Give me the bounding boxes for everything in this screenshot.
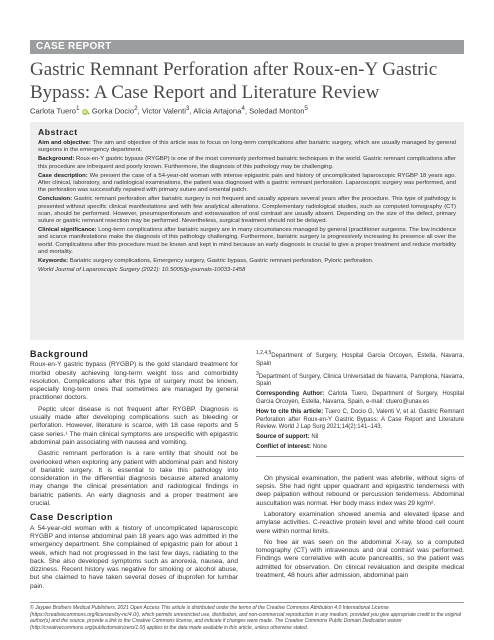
author-name: Carlota Tuero xyxy=(30,106,77,116)
section-badge: CASE REPORT xyxy=(30,40,464,54)
author-sup: 4 xyxy=(241,105,245,112)
abstract-aim: Aim and objective: The aim and objective of this article was to focus on long-term complications after bariatric surgery, which are usually managed by general surgeons in the emergency department. xyxy=(38,140,456,154)
author-sup: 1 xyxy=(76,105,80,112)
left-column xyxy=(30,350,238,594)
author-sup: 5 xyxy=(304,105,308,112)
abstract-keywords: Keywords: Bariatric surgery complications, Emergency surgery, Gastric bypass, Gastric remnant perforation, Pyloric perforation. xyxy=(38,258,374,265)
case-paragraph: Laboratory examination showed anemia and elevated lipase and amylase activities. C-reactive protein level and white blood cell count were within normal limits. xyxy=(256,510,464,535)
background-heading: Background xyxy=(30,349,89,359)
background-paragraph: Peptic ulcer disease is not frequent after RYGBP. Diagnosis is usually made after developing complications such as bleeding or perforation. However, literature is scarce, with 18 case reports and 5 case series.¹ The main clinical symptoms are unspecific with epigastric abdominal pain associating with nausea and vomiting. xyxy=(30,405,238,446)
info-divider xyxy=(256,456,464,457)
corresponding-author: Corresponding Author: Carlota Tuero, Department of Surgery, Hospital Garcia Orcoyen, Estella, Navarra, Spain, e-mail: ctuero@unav.es xyxy=(256,391,464,405)
abstract-box xyxy=(30,122,464,340)
background-paragraph: Gastric remnant perforation is a rare entity that should not be overlooked when exploring any patient with abdominal pain and history of bariatric surgery. It is essential to take this pathology into consideration in the differential diagnosis because altered anatomy may change the clinical presentation and radiological findings in bariatric patients. An early diagnosis and a proper treatment are crucial. xyxy=(30,450,238,508)
license-footer: © Jaypee Brothers Medical Publishers. 2021 Open Access This article is distributed under the terms of the Creative Commons Attribution 4.0 International License (https://creativecommons.org/licenses/by-nc/4.0/), which permits unrestricted use, distribution, and non-commercial reproduction in any medium, provided you give appropriate credit to the original author(s) and the source, provide a link to the Creative Commons license, and indicate if changes were made. The Creative Commons Public Domain Dedication waiver (http://creativecommons.org/publicdomain/zero/1.0/) applies to the data made available in this article, unless otherwise stated. xyxy=(30,602,464,631)
abstract-clinical-significance: Clinical significance: Long-term complications after bariatric surgery are in many circumstances managed by general (practitioner surgeons. The low incidence and scarce manifestations make the diagnosis of this pathology challenging. Furthermore, bariatric surgery is progressively increasing its presence all over the world. Complications after this procedure must be known and kept in mind because an early diagnosis is crucial to give a proper treatment and reduce morbidity and mortality. xyxy=(38,227,456,255)
case-description-heading: Case Description xyxy=(30,512,114,523)
author-name: , Alicia Artajona xyxy=(189,106,242,116)
case-paragraph: On physical examination, the patient was afebrile, without signs of sepsis. She had right upper quadrant and epigastric tenderness with deep palpation without rebound or percussion tenderness. Abdominal auscultation was normal. Her body mass index was 29 kg/m². xyxy=(256,474,464,507)
article-title: Gastric Remnant Perforation after Roux-en-Y Gastric Bypass: A Case Report and Literature Review xyxy=(30,59,438,103)
abstract-background: Background: Roux-en-Y gastric bypass (RYGBP) is one of the most commonly performed bariatric techniques in the world. Gastric remnant complications after this procedure are infrequent and poorly known. Furthermore, the diagnosis of this pathology may be challenging. xyxy=(38,156,456,170)
affiliation: $^3$Department of Surgery, Clinica Universidad de Navarra, Pamplona, Navarra, Spain xyxy=(256,370,464,388)
affiliation: $^{1,2,4,5}$Department of Surgery, Hospital Garcia Orcoyen, Estella, Navarra, Spain xyxy=(256,350,464,367)
source-of-support: Source of support: Nil xyxy=(256,434,319,441)
author-name: , Soledad Monton xyxy=(244,106,305,116)
author-sup: 3 xyxy=(185,105,190,112)
abstract-case: Case description: We present the case of a 54-year-old woman with intense epigastric pain and history of uncomplicated laparoscopic RYGBP 18 years ago. After clinical, laboratory, and radiological examinations, the patient was diagnosed with a gastric remnant perforation. Laparoscopic surgery was performed, and the perforation was successfully repaired with primary suture and omental patch. xyxy=(38,172,456,194)
right-column xyxy=(256,350,464,583)
citation: How to cite this article: Tuero C, Docio G, Valenti V, et al. Gastric Remnant Perforation after Roux-en-Y Gastric Bypass: A Case Report and Literature Review. World J Lap Surg 2021;14(2):141–143. xyxy=(256,408,464,431)
article-info xyxy=(256,350,464,452)
background-paragraph: Roux-en-Y gastric bypass (RYGBP) is the gold standard treatment for morbid obesity achieving long-term weight loss and comorbidity resolution. Complications after this type of surgery must be known, especially long-term ones that sometimes are managed by general practitioner doctors. xyxy=(30,361,238,402)
orcid-icon[interactable]: iD xyxy=(82,108,87,114)
case-paragraph: A 54-year-old woman with a history of uncomplicated laparoscopic RYGBP and intense abdominal pain 18 years ago was admitted in the emergency department. She complained of epigastric pain for about 1 week, which had not progressed in the last few days, radiating to the back. She also developed symptoms such as anorexia, nausea, and dizziness. Recent history was negative for smoking or alcohol abuse, but she claimed to have taken several doses of ibuprofen for lumbar pain. xyxy=(30,524,238,590)
author-list xyxy=(30,104,470,117)
case-paragraph: No free air was seen on the abdominal X-ray, so a computed tomography (CT) with intravenous and oral contrast was performed. Findings were correlative with acute pancreatitis, so the patient was admitted for observation. On clinical revaluation and despite medical treatment, 48 hours after admission, abdominal pain xyxy=(256,538,464,580)
abstract-heading: Abstract xyxy=(38,127,78,137)
journal-reference: World Journal of Laparoscopic Surgery (2021): 10.5005/jp-journals-10033-1458 xyxy=(38,267,246,274)
author-name: , Victor Valenti xyxy=(137,106,186,116)
author-sup: 2 xyxy=(134,105,138,112)
abstract-conclusion: Conclusion: Gastric remnant perforation after bariatric surgery is not frequent and usually appears several years after the procedure. This type of pathology is presented without specific clinical manifestations and with few analytical alterations. Complementary radiological studies, such as computed tomography (CT) scan, should be performed. However, pneumoperitoneum and extravasation of oral contrast are usually absent. Depending on the size of the defect, primary suture or gastric remnant resection may be performed. Nevertheless, surgical treatment should not be delayed. xyxy=(38,196,456,225)
conflict-of-interest: Conflict of interest: None xyxy=(256,443,328,450)
author-name: , Gorka Docio xyxy=(87,106,135,116)
